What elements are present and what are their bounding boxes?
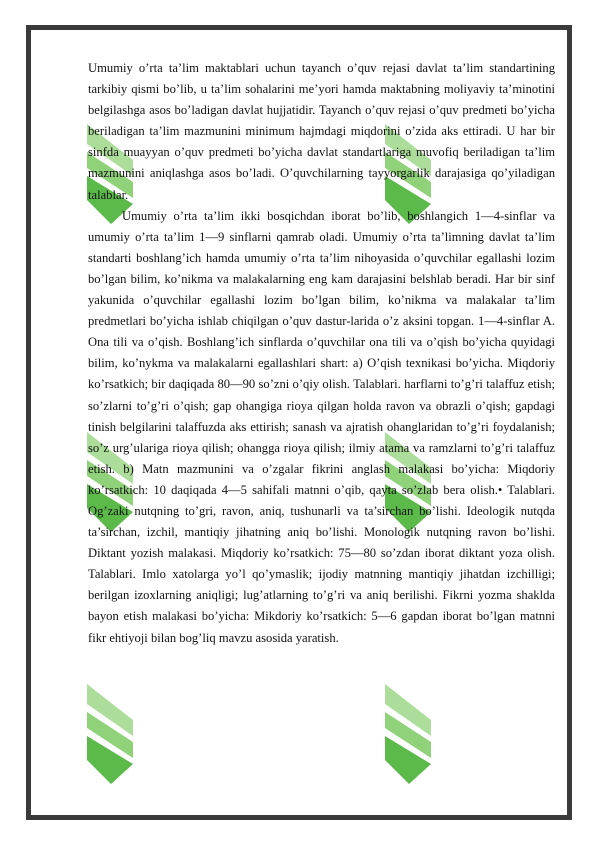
document-body [88,58,555,649]
green-arrow-watermark-icon [379,680,437,790]
paragraph-curriculum: Umumiy o’rta ta’lim maktablari uchun tayanch o’quv rejasi davlat ta’lim standartining tarkibiy qismi bo’lib, u ta’lim sohalarini me’yori hamda maktabning moliyaviy ta’minotini belgilashga asos bo’ladigan davlat hujjatidir. Tayanch o’quv rejasi o’quv predmeti bo’yicha beriladigan ta’lim mazmunini minimum hajmdagi miqdorini o’zida aks ettiradi. U har bir sinfda muayyan o’quv predmeti bo’yicha davlat standartlariga muvofiq beriladigan ta’lim mazmunini aniqlashga asos bo’ladi. O’quvchilarning tayyorgarlik darajasiga qo’yiladigan talablar. [88,61,555,202]
page-border [26,25,572,820]
green-arrow-watermark-icon [81,680,139,790]
paragraph-standards: Umumiy o’rta ta’lim ikki bosqichdan iborat bo’lib, boshlangich 1—4-sinflar va umumiy o’rta ta’lim 1—9 sinflarni qamrab oladi. Umumiy o’rta ta’limning davlat ta’lim standarti boshlang’ich hamda umumiy o’rta ta’lim nihoyasida o’quvchilar egallashi lozim bo’lgan bilim, ko’nikma va malakalarning eng kam darajasini belshlab beradi. Har bir sinf yakunida o’quvchilar egallashi lozim bo’lgan bilim, ko’nikma va malakalar ta’lim predmetlari bo’yicha ishlab chiqilgan o’quv dastur-larida o’z aksini topgan. 1—4-sinflar A. Ona tili va o’qish. Boshlang’ich sinflarda o’quvchilar ona tili va o’qish bo’yicha quyidagi bilim, ko’nykma va malakalarni egallashlari shart: a) O’qish texnikasi bo’yicha. Miqdoriy ko’rsatkich; bir daqiqada 80—90 so’zni o’qiy olish. Talablari. harflarni to’g’ri talaffuz etish; so’zlarni to’g’ri o’qish; gap ohangiga rioya qilgan holda ravon va obrazli o’qish; gapdagi tinish belgilarini talaffuzda aks ettirish; sanash va ajratish ohanglaridan to’g’ri foydalanish; so’z urg’ulariga rioya qilish; ohangga rioya qilish; ilmiy atama va ramzlarni to’g’ri talaffuz etish. b) Matn mazmunini va o’zgalar fikrini anglash malakasi bo’yicha: Miqdoriy ko’rsatkich: 10 daqiqada 4—5 sahifali matnni o’qib, qayta so’zlab bera olish.• Talablari. Og’zaki nutqning to’gri, ravon, aniq, tushunarli va ta’sirchan bo’lishi. Ideologik nutqda ta’sirchan, izchil, mantiqiy jihatning aniq bo’lishi. Monologik nutqning ravon bo’lishi. Diktant yozish malakasi. Miqdoriy ko’rsatkich: 75—80 so’zdan iborat diktant yoza olish. Talablari. Imlo xatolarga yo’l qo’ymaslik; ijodiy matnning mantiqiy jihatdan izchilligi; berilgan izoxlarning aniqligi; lug’atlarning to’g’ri va aniq berilishi. Fikrni yozma shaklda bayon etish malakasi bo’yicha: Mikdoriy ko’rsatkich: 5—6 gapdan iborat bo’lgan matnni fikr ehtiyoji bilan bog’liq mavzu asosida yaratish. [88,208,555,645]
